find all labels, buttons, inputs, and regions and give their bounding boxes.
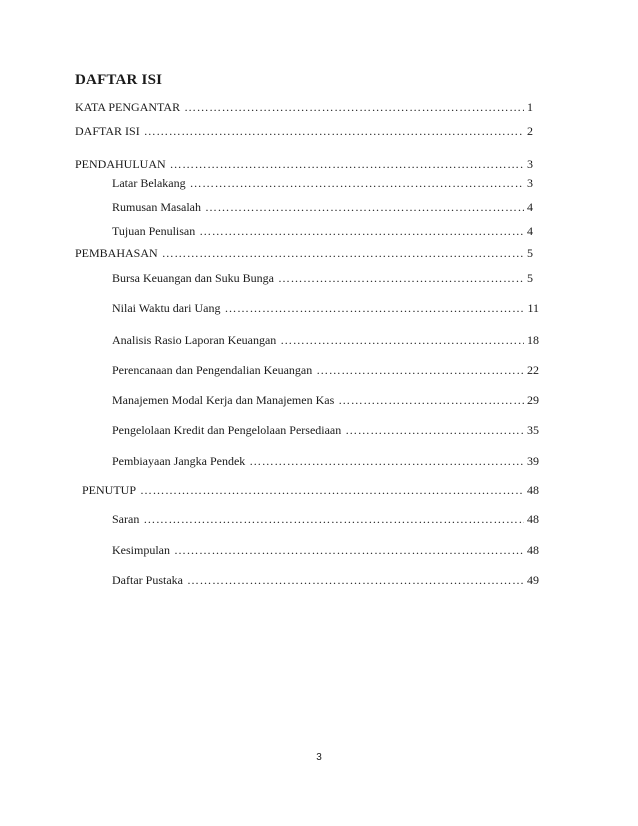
toc-entry-page: 2: [527, 124, 533, 138]
toc-entry-label: PENDAHULUAN: [75, 157, 166, 171]
toc-dot-leader: [187, 573, 524, 587]
toc-dot-leader: [170, 157, 524, 171]
toc-entry-daftar-pustaka: [112, 573, 539, 587]
toc-dot-leader: [184, 100, 524, 114]
toc-entry-pendahuluan: [75, 157, 533, 171]
toc-entry-kata-pengantar: [75, 100, 533, 114]
toc-entry-page: 22: [527, 363, 539, 377]
toc-entry-label: Tujuan Penulisan: [112, 224, 196, 238]
toc-entry-label: DAFTAR ISI: [75, 124, 140, 138]
toc-entry-nilai-waktu: [112, 301, 539, 315]
toc-entry-label: Manajemen Modal Kerja dan Manajemen Kas: [112, 393, 335, 407]
toc-entry-penutup: [82, 483, 539, 497]
toc-entry-page: 3: [527, 176, 533, 190]
toc-entry-saran: [112, 512, 539, 526]
toc-entry-pengelolaan-kredit: [112, 423, 539, 437]
toc-entry-label: Nilai Waktu dari Uang: [112, 301, 221, 315]
toc-dot-leader: [345, 423, 524, 437]
toc-dot-leader: [144, 124, 524, 138]
toc-entry-page: 3: [527, 157, 533, 171]
toc-entry-label: Latar Belakang: [112, 176, 186, 190]
toc-entry-page: 18: [527, 333, 539, 347]
toc-entry-page: 29: [527, 393, 539, 407]
toc-entry-page: 11: [527, 301, 539, 315]
toc-entry-page: 48: [527, 543, 539, 557]
toc-dot-leader: [224, 301, 524, 315]
toc-entry-label: Bursa Keuangan dan Suku Bunga: [112, 271, 274, 285]
toc-entry-manajemen-modal-kerja: [112, 393, 539, 407]
toc-dot-leader: [174, 543, 524, 557]
toc-entry-label: Analisis Rasio Laporan Keuangan: [112, 333, 277, 347]
toc-entry-label: Kesimpulan: [112, 543, 170, 557]
toc-entry-analisis-rasio: [112, 333, 539, 347]
toc-entry-page: 49: [527, 573, 539, 587]
toc-entry-label: Rumusan Masalah: [112, 200, 201, 214]
toc-entry-label: Saran: [112, 512, 140, 526]
toc-entry-label: Daftar Pustaka: [112, 573, 183, 587]
toc-dot-leader: [338, 393, 524, 407]
toc-entry-page: 39: [527, 454, 539, 468]
page-number: 3: [316, 752, 322, 763]
toc-entry-page: 1: [527, 100, 533, 114]
toc-dot-leader: [199, 224, 524, 238]
toc-entry-label: PENUTUP: [82, 483, 137, 497]
toc-entry-page: 48: [527, 512, 539, 526]
toc-entry-page: 4: [527, 224, 533, 238]
toc-title: DAFTAR ISI: [75, 72, 163, 88]
toc-entry-pembiayaan-jangka-pendek: [112, 454, 539, 468]
toc-entry-page: 4: [527, 200, 533, 214]
toc-entry-label: Pembiayaan Jangka Pendek: [112, 454, 246, 468]
toc-entry-kesimpulan: [112, 543, 539, 557]
toc-dot-leader: [162, 246, 524, 260]
toc-entry-label: Pengelolaan Kredit dan Pengelolaan Persediaan: [112, 423, 342, 437]
toc-dot-leader: [316, 363, 524, 377]
toc-entry-page: 48: [527, 483, 539, 497]
toc-entry-label: KATA PENGANTAR: [75, 100, 181, 114]
toc-entry-latar-belakang: [112, 176, 533, 190]
toc-entry-page: 5: [527, 271, 533, 285]
toc-dot-leader: [190, 176, 524, 190]
toc-dot-leader: [249, 454, 524, 468]
toc-entry-pembahasan: [75, 246, 533, 260]
toc-entry-daftar-isi: [75, 124, 533, 138]
toc-dot-leader: [278, 271, 524, 285]
toc-entry-label: Perencanaan dan Pengendalian Keuangan: [112, 363, 313, 377]
toc-entry-tujuan-penulisan: [112, 224, 533, 238]
toc-entry-rumusan-masalah: [112, 200, 533, 214]
toc-entry-page: 35: [527, 423, 539, 437]
toc-dot-leader: [280, 333, 524, 347]
toc-dot-leader: [205, 200, 524, 214]
toc-entry-page: 5: [527, 246, 533, 260]
toc-entry-label: PEMBAHASAN: [75, 246, 158, 260]
toc-entry-perencanaan: [112, 363, 539, 377]
toc-dot-leader: [140, 483, 524, 497]
toc-dot-leader: [143, 512, 524, 526]
toc-entry-bursa-keuangan: [112, 271, 533, 285]
